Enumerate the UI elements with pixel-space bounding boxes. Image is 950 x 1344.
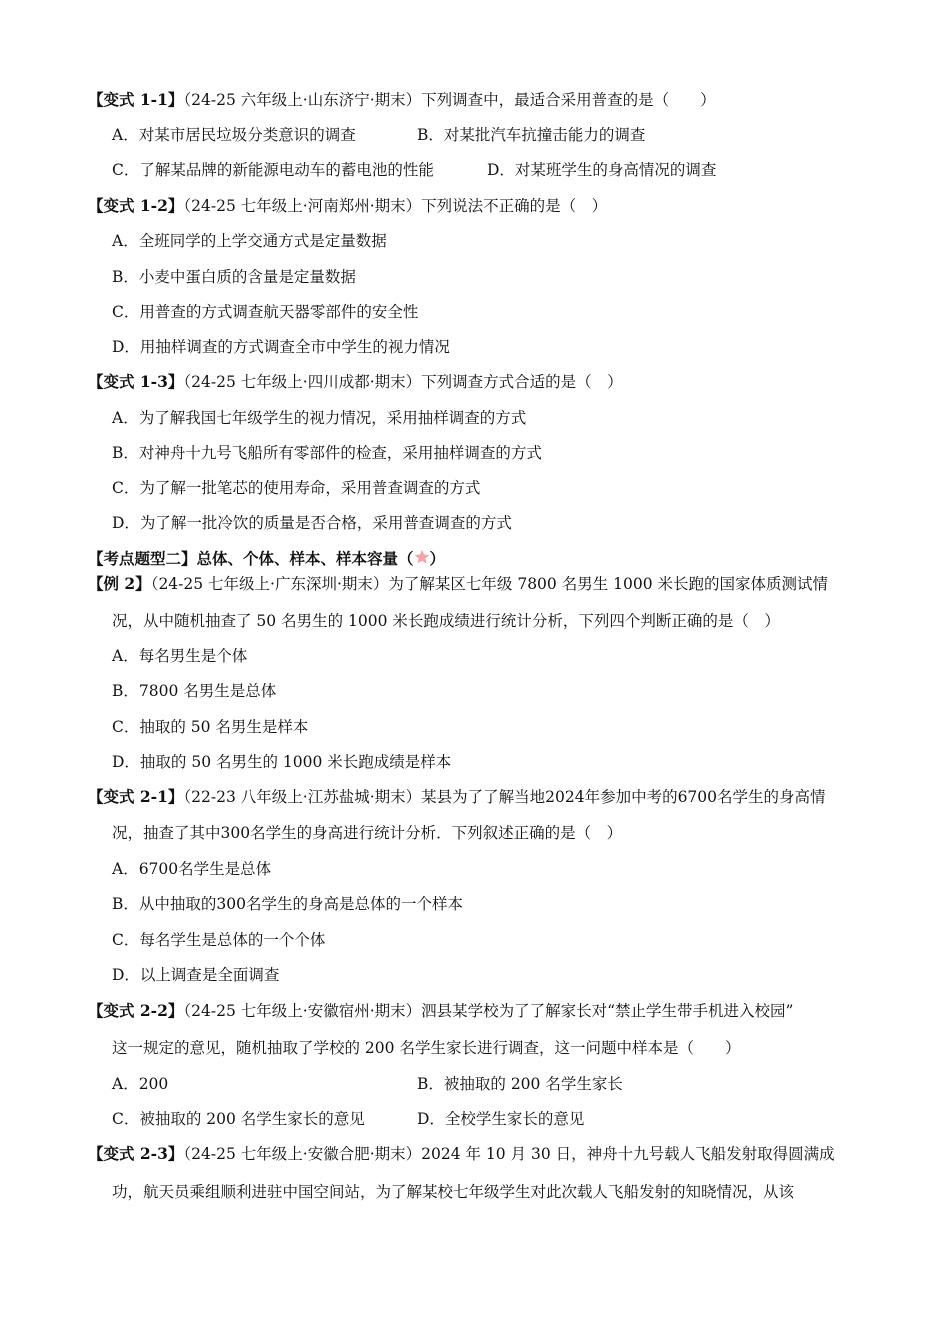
option-c: C．每名学生是总体的一个个体	[112, 931, 326, 949]
option-d: D．为了解一批冷饮的质量是否合格，采用普查调查的方式	[112, 514, 512, 532]
question-tag: 【变式 1-3】	[88, 372, 184, 391]
question-2-1-stem	[88, 786, 826, 808]
star-icon	[414, 549, 430, 565]
question-tag: 【例 2】	[88, 574, 151, 593]
question-tag: 【变式 2-2】	[88, 1001, 184, 1020]
question-text: （24-25 七年级上·四川成都·期末）下列调查方式合适的是（ ）	[183, 373, 623, 391]
question-text-continued: 况，抽查了其中300名学生的身高进行统计分析．下列叙述正确的是（ ）	[112, 824, 623, 842]
question-text-continued: 况，从中随机抽查了 50 名男生的 1000 米长跑成绩进行统计分析，下列四个判断正确的是（ ）	[112, 612, 780, 630]
question-text: （24-25 七年级上·安徽合肥·期末）2024 年 10 月 30 日，神舟十九号载人飞船发射取得圆满成	[183, 1145, 835, 1163]
option-b: B．小麦中蛋白质的含量是定量数据	[112, 268, 356, 286]
option-c: C．为了解一批笔芯的使用寿命，采用普查调查的方式	[112, 479, 481, 497]
question-text: （24-25 七年级上·河南郑州·期末）下列说法不正确的是（ ）	[183, 197, 608, 215]
question-tag: 【变式 2-1】	[88, 787, 184, 806]
option-a: A．对某市居民垃圾分类意识的调查	[112, 126, 356, 144]
option-a: A．每名男生是个体	[112, 647, 248, 665]
section-2-heading	[88, 548, 445, 570]
option-a: A．200	[112, 1075, 169, 1093]
option-b: B．对某批汽车抗撞击能力的调查	[417, 126, 646, 144]
option-c: C．用普查的方式调查航天器零部件的安全性	[112, 303, 419, 321]
option-d: D．全校学生家长的意见	[417, 1110, 585, 1128]
option-d: D．对某班学生的身高情况的调查	[487, 161, 717, 179]
example-2-stem	[88, 573, 828, 595]
question-1-3-stem	[88, 371, 623, 393]
question-text: （24-25 六年级上·山东济宁·期末）下列调查中，最适合采用普查的是（ ）	[183, 91, 716, 109]
question-1-2-stem	[88, 195, 607, 217]
question-text-continued: 功，航天员乘组顺利进驻中国空间站，为了解某校七年级学生对此次载人飞船发射的知晓情况，从该	[112, 1183, 795, 1201]
option-b: B．被抽取的 200 名学生家长	[417, 1075, 623, 1093]
option-a: A．为了解我国七年级学生的视力情况，采用抽样调查的方式	[112, 409, 527, 427]
option-d: D．抽取的 50 名男生的 1000 米长跑成绩是样本	[112, 753, 452, 771]
option-c: C．被抽取的 200 名学生家长的意见	[112, 1110, 365, 1128]
star-shape	[414, 550, 429, 564]
question-tag: 【变式 2-3】	[88, 1144, 184, 1163]
option-a: A．6700名学生是总体	[112, 860, 272, 878]
question-2-2-stem	[88, 1000, 793, 1022]
option-d: D．用抽样调查的方式调查全市中学生的视力情况	[112, 338, 450, 356]
option-b: B．对神舟十九号飞船所有零部件的检查，采用抽样调查的方式	[112, 444, 542, 462]
option-d: D．以上调查是全面调查	[112, 966, 280, 984]
question-text: （24-25 七年级上·安徽宿州·期末）泗县某学校为了了解家长对“禁止学生带手机进入校园”	[183, 1002, 794, 1020]
option-a: A．全班同学的上学交通方式是定量数据	[112, 232, 387, 250]
option-b: B．从中抽取的300名学生的身高是总体的一个样本	[112, 895, 463, 913]
option-b: B．7800 名男生是总体	[112, 682, 277, 700]
question-text: （22-23 八年级上·江苏盐城·期末）某县为了了解当地2024年参加中考的6700名学生的身高情	[183, 788, 826, 806]
question-text: （24-25 七年级上·广东深圳·期末）为了解某区七年级 7800 名男生 1000 米长跑的国家体质测试情	[150, 575, 829, 593]
question-2-3-stem	[88, 1143, 835, 1165]
section-title: 【考点题型二】总体、个体、样本、样本容量（	[88, 549, 414, 568]
option-c: C．抽取的 50 名男生是样本	[112, 718, 309, 736]
option-c: C．了解某品牌的新能源电动车的蓄电池的性能	[112, 161, 434, 179]
section-title-close: ）	[429, 549, 446, 568]
question-text-continued: 这一规定的意见，随机抽取了学校的 200 名学生家长进行调查，这一问题中样本是（ ）	[112, 1039, 741, 1057]
question-tag: 【变式 1-1】	[88, 90, 184, 109]
question-tag: 【变式 1-2】	[88, 196, 184, 215]
question-1-1-stem	[88, 89, 716, 111]
